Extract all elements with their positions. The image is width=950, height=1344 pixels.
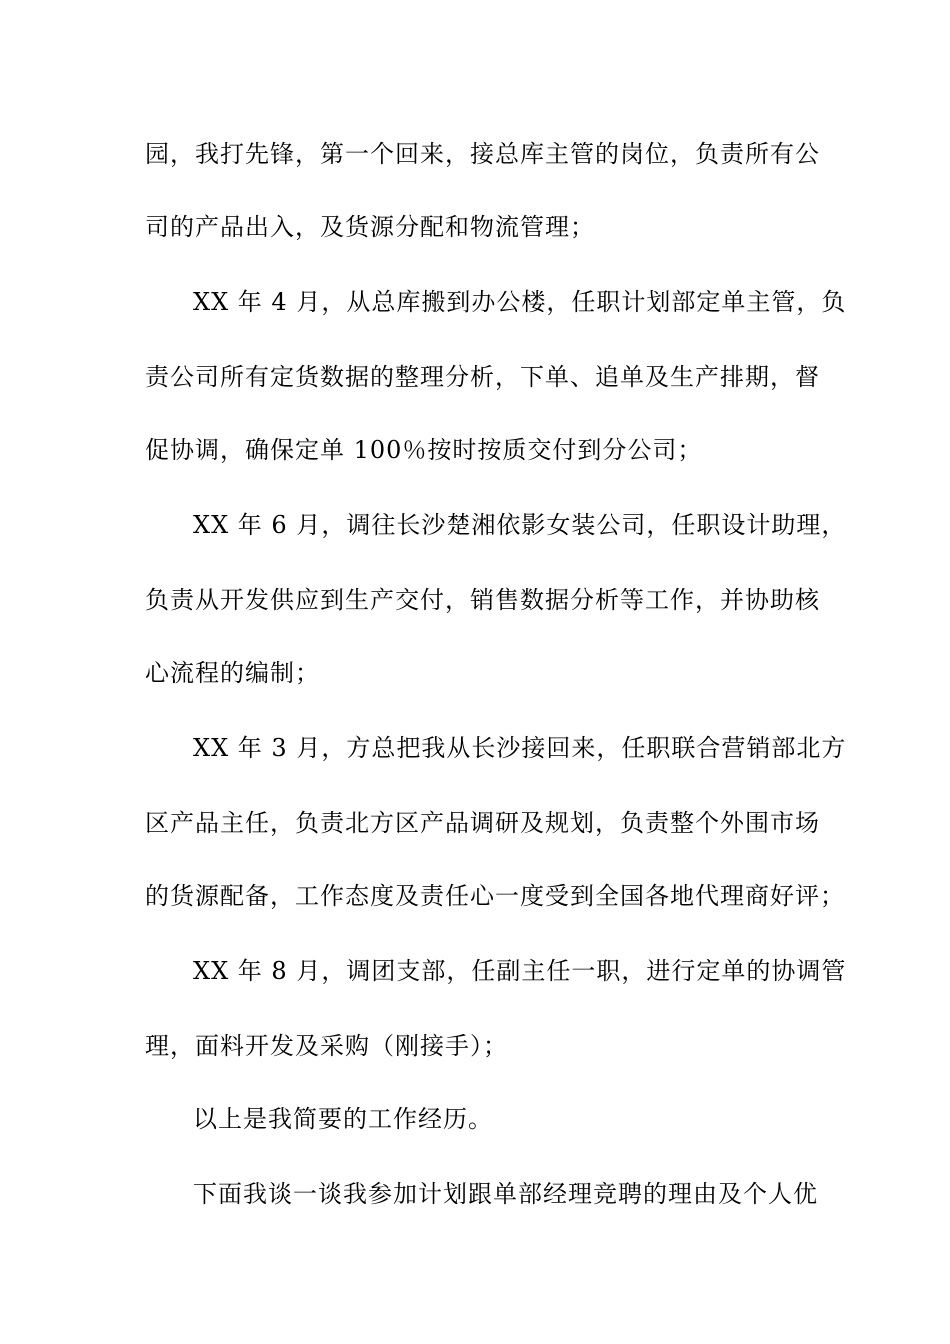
text-line: 的货源配备，工作态度及责任心一度受到全国各地代理商好评； — [145, 882, 845, 910]
text-line: 园，我打先锋，第一个回来，接总库主管的岗位，负责所有公 — [145, 140, 820, 168]
text-line: 心流程的编制； — [145, 659, 320, 687]
text-line: 负责从开发供应到生产交付，销售数据分析等工作，并协助核 — [145, 586, 820, 614]
text-line: 区产品主任，负责北方区产品调研及规划，负责整个外围市场 — [145, 809, 820, 837]
text-line: XX 年 4 月，从总库搬到办公楼，任职计划部定单主管，负 — [193, 288, 847, 316]
text-line: XX 年 6 月，调往长沙楚湘依影女装公司，任职设计助理， — [193, 511, 847, 539]
text-line: 责公司所有定货数据的整理分析，下单、追单及生产排期，督 — [145, 363, 820, 391]
text-line: 以上是我简要的工作经历。 — [193, 1105, 493, 1133]
text-line: XX 年 8 月，调团支部，任副主任一职，进行定单的协调管 — [193, 957, 847, 985]
text-line: 理，面料开发及采购（刚接手）； — [145, 1032, 508, 1060]
text-line: 下面我谈一谈我参加计划跟单部经理竞聘的理由及个人优 — [193, 1180, 818, 1208]
text-line: 促协调，确保定单 100％按时按质交付到分公司； — [145, 436, 703, 464]
text-line: XX 年 3 月，方总把我从长沙接回来，任职联合营销部北方 — [193, 734, 847, 762]
text-line: 司的产品出入，及货源分配和物流管理； — [145, 213, 595, 241]
